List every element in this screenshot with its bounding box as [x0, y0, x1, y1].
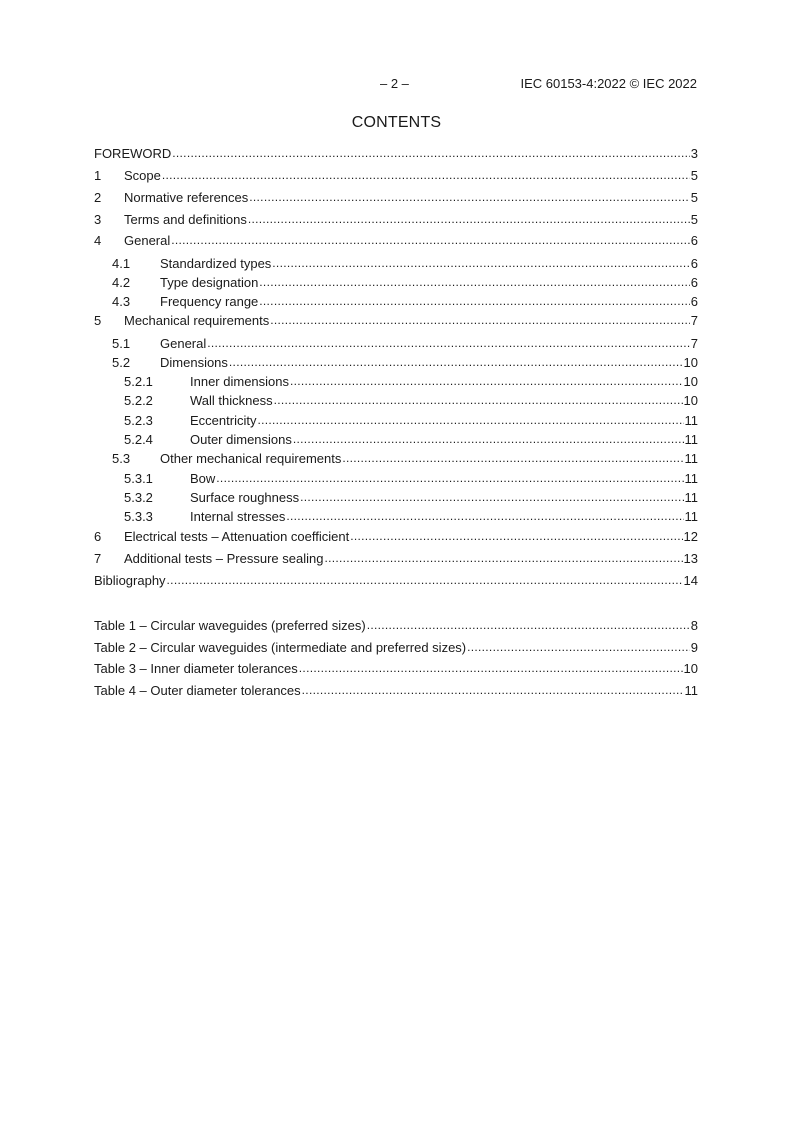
- dot-leader: [272, 255, 689, 272]
- toc-entry-page: 6: [690, 294, 698, 309]
- dot-leader: [172, 145, 689, 162]
- table-list-page: 8: [690, 618, 698, 633]
- toc-entry-other-mechanical-requirements[interactable]: [94, 450, 698, 467]
- toc-entry-page: 7: [690, 313, 698, 328]
- toc-entry-number: 5.3.3: [124, 509, 153, 524]
- toc-entry-label: General: [160, 336, 207, 351]
- table-list-label: Table 4 – Outer diameter tolerances: [94, 683, 301, 698]
- dot-leader: [167, 572, 683, 589]
- toc-entry-page: 11: [684, 413, 698, 428]
- dot-leader: [274, 392, 683, 409]
- toc-entry-number: 3: [94, 212, 102, 227]
- toc-entry-label: Surface roughness: [190, 490, 300, 505]
- toc-entry-page: 11: [684, 432, 698, 447]
- dot-leader: [286, 508, 683, 525]
- toc-entry-label: Dimensions: [160, 355, 228, 370]
- toc-entry-label: Other mechanical requirements: [160, 451, 342, 466]
- toc-entry-label: Type designation: [160, 275, 259, 290]
- dot-leader: [229, 354, 683, 371]
- toc-entry-number: 1: [94, 168, 102, 183]
- toc-entry-terms-and-definitions[interactable]: [94, 211, 698, 228]
- dot-leader: [259, 274, 689, 291]
- toc-entry-type-designation[interactable]: [94, 274, 698, 291]
- toc-entry-number: 5.2.1: [124, 374, 153, 389]
- toc-entry-frequency-range[interactable]: [94, 293, 698, 310]
- toc-entry-number: 5.1: [112, 336, 131, 351]
- toc-entry-number: 4.1: [112, 256, 131, 271]
- dot-leader: [207, 335, 690, 352]
- dot-leader: [171, 232, 690, 249]
- table-list-entry-1[interactable]: [94, 617, 698, 634]
- toc-entry-standardized-types[interactable]: [94, 255, 698, 272]
- toc-entry-internal-stresses[interactable]: [94, 508, 698, 525]
- toc-entry-label: Electrical tests – Attenuation coefficient: [124, 529, 350, 544]
- dot-leader: [257, 412, 683, 429]
- table-list-page: 10: [683, 661, 698, 676]
- toc-entry-bibliography[interactable]: [94, 572, 698, 589]
- toc-entry-number: 5.2: [112, 355, 131, 370]
- table-list-label: Table 3 – Inner diameter tolerances: [94, 661, 298, 676]
- toc-entry-page: 11: [684, 451, 698, 466]
- dot-leader: [350, 528, 682, 545]
- document-reference: IEC 60153-4:2022 © IEC 2022: [520, 76, 697, 91]
- dot-leader: [299, 660, 683, 677]
- toc-entry-bow[interactable]: [94, 470, 698, 487]
- toc-entry-number: 5.2.4: [124, 432, 153, 447]
- dot-leader: [293, 431, 684, 448]
- toc-entry-page: 13: [683, 551, 698, 566]
- toc-entry-number: 6: [94, 529, 102, 544]
- dot-leader: [300, 489, 683, 506]
- toc-entry-page: 10: [683, 355, 698, 370]
- toc-entry-label: Scope: [124, 168, 161, 183]
- toc-entry-surface-roughness[interactable]: [94, 489, 698, 506]
- dot-leader: [342, 450, 683, 467]
- toc-entry-page: 14: [683, 573, 698, 588]
- dot-leader: [270, 312, 690, 329]
- dot-leader: [216, 470, 683, 487]
- toc-entry-page: 10: [683, 374, 698, 389]
- dot-leader: [162, 167, 690, 184]
- table-list-entry-3[interactable]: [94, 660, 698, 677]
- table-list-label: Table 2 – Circular waveguides (intermediate and preferred sizes): [94, 640, 467, 655]
- toc-entry-electrical-tests[interactable]: [94, 528, 698, 545]
- toc-entry-dimensions[interactable]: [94, 354, 698, 371]
- toc-entry-general[interactable]: [94, 232, 698, 249]
- toc-entry-label: Additional tests – Pressure sealing: [124, 551, 324, 566]
- dot-leader: [367, 617, 690, 634]
- toc-entry-number: 2: [94, 190, 102, 205]
- toc-entry-number: 5.3.1: [124, 471, 153, 486]
- toc-entry-label: Terms and definitions: [124, 212, 247, 227]
- toc-entry-page: 7: [690, 336, 698, 351]
- toc-entry-page: 3: [690, 146, 698, 161]
- toc-entry-page: 11: [684, 509, 698, 524]
- toc-entry-page: 5: [690, 212, 698, 227]
- toc-entry-page: 6: [690, 256, 698, 271]
- toc-entry-number: 4: [94, 233, 102, 248]
- toc-entry-outer-dimensions[interactable]: [94, 431, 698, 448]
- toc-entry-inner-dimensions[interactable]: [94, 373, 698, 390]
- dot-leader: [290, 373, 683, 390]
- page-number: – 2 –: [380, 76, 409, 91]
- toc-entry-label: Internal stresses: [190, 509, 286, 524]
- dot-leader: [248, 211, 690, 228]
- toc-entry-number: 5.2.2: [124, 393, 153, 408]
- toc-entry-scope[interactable]: [94, 167, 698, 184]
- toc-entry-page: 11: [684, 490, 698, 505]
- toc-entry-mechanical-requirements[interactable]: [94, 312, 698, 329]
- table-list-page: 9: [690, 640, 698, 655]
- toc-entry-page: 6: [690, 233, 698, 248]
- toc-entry-mechanical-general[interactable]: [94, 335, 698, 352]
- toc-entry-foreword[interactable]: [94, 145, 698, 162]
- dot-leader: [302, 682, 684, 699]
- toc-entry-number: 4.2: [112, 275, 131, 290]
- toc-entry-page: 12: [683, 529, 698, 544]
- toc-entry-eccentricity[interactable]: [94, 412, 698, 429]
- toc-entry-number: 7: [94, 551, 102, 566]
- dot-leader: [324, 550, 682, 567]
- toc-entry-label: Frequency range: [160, 294, 259, 309]
- toc-entry-wall-thickness[interactable]: [94, 392, 698, 409]
- toc-entry-label: Wall thickness: [190, 393, 273, 408]
- toc-entry-label: Bibliography: [94, 573, 166, 588]
- table-list-label: Table 1 – Circular waveguides (preferred sizes): [94, 618, 366, 633]
- toc-entry-additional-tests[interactable]: [94, 550, 698, 567]
- table-list-entry-2[interactable]: [94, 639, 698, 656]
- dot-leader: [467, 639, 690, 656]
- toc-entry-label: Inner dimensions: [190, 374, 289, 389]
- toc-entry-label: FOREWORD: [94, 146, 172, 161]
- dot-leader: [259, 293, 689, 310]
- toc-entry-number: 5.2.3: [124, 413, 153, 428]
- toc-entry-label: General: [124, 233, 171, 248]
- table-list-page: 11: [684, 683, 698, 698]
- toc-entry-page: 10: [683, 393, 698, 408]
- toc-entry-label: Outer dimensions: [190, 432, 292, 447]
- toc-entry-page: 5: [690, 168, 698, 183]
- toc-entry-label: Standardized types: [160, 256, 272, 271]
- toc-entry-label: Eccentricity: [190, 413, 257, 428]
- toc-entry-number: 5: [94, 313, 102, 328]
- contents-title: CONTENTS: [351, 114, 442, 131]
- toc-entry-number: 5.3.2: [124, 490, 153, 505]
- toc-entry-label: Normative references: [124, 190, 249, 205]
- toc-entry-number: 5.3: [112, 451, 131, 466]
- toc-entry-label: Bow: [190, 471, 216, 486]
- dot-leader: [249, 189, 689, 206]
- toc-entry-number: 4.3: [112, 294, 131, 309]
- toc-entry-normative-references[interactable]: [94, 189, 698, 206]
- toc-entry-page: 5: [690, 190, 698, 205]
- toc-entry-page: 11: [684, 471, 698, 486]
- toc-entry-label: Mechanical requirements: [124, 313, 270, 328]
- table-list-entry-4[interactable]: [94, 682, 698, 699]
- toc-entry-page: 6: [690, 275, 698, 290]
